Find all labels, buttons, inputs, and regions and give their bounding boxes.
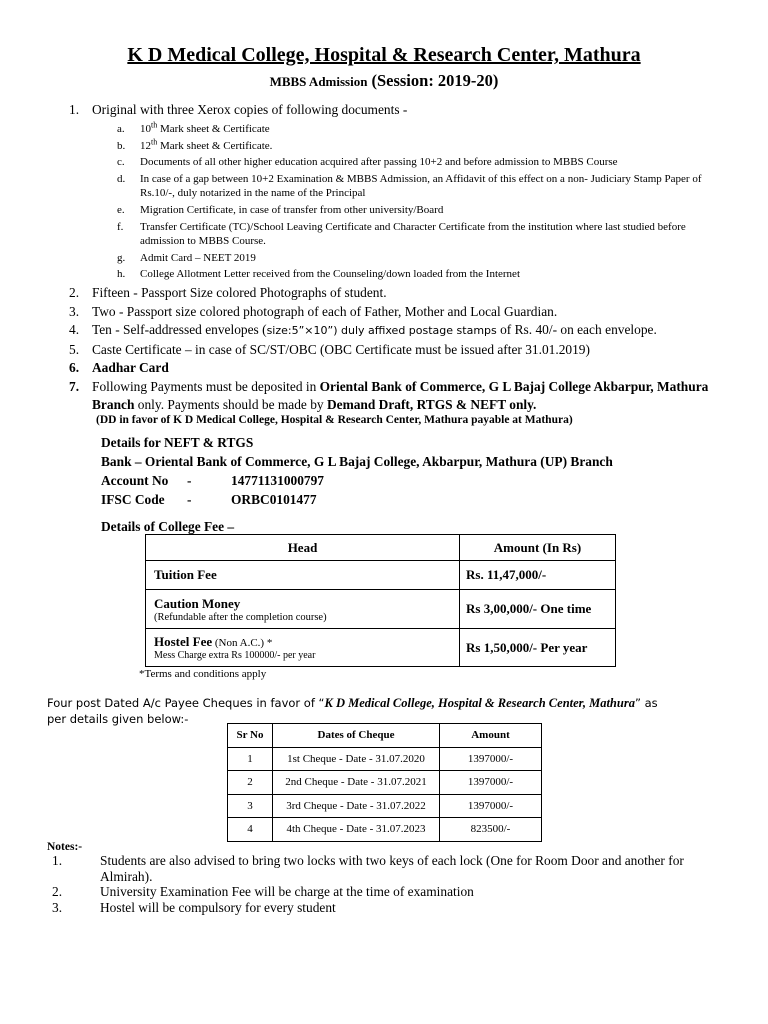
sub-letter: d. <box>117 173 126 186</box>
table-row <box>146 561 616 590</box>
cheque-header-row <box>228 724 542 748</box>
list-number: 1. <box>69 102 80 117</box>
sub-text: 12th Mark sheet & Certificate. <box>140 137 273 152</box>
note-item-1 <box>0 853 768 884</box>
sub-letter: g. <box>117 251 126 264</box>
note-text: University Examination Fee will be charge at the time of examination <box>100 884 474 900</box>
list-number: 3. <box>69 303 80 319</box>
page-title: K D Medical College, Hospital & Research Center, Mathura <box>127 44 641 66</box>
table-row <box>146 629 616 667</box>
subtitle-session: (Session: 2019-20) <box>371 71 499 90</box>
fee-amount: Rs 1,50,000/- Per year <box>460 629 616 667</box>
sub-item-b <box>0 139 768 153</box>
list-text: Fifteen - Passport Size colored Photographs of student. <box>92 285 387 301</box>
sub-letter: c. <box>117 156 125 169</box>
sub-text: 10th Mark sheet & Certificate <box>140 120 270 135</box>
fee-heading: Details of College Fee – <box>101 519 235 534</box>
sub-letter: e. <box>117 204 125 217</box>
bank-details <box>101 433 613 509</box>
dash: - <box>187 473 192 488</box>
fee-note: (Refundable after the completion course) <box>154 611 327 623</box>
list-item-4 <box>0 321 768 341</box>
subtitle-prefix: MBBS Admission <box>269 74 368 89</box>
list-text: Ten - Self-addressed envelopes (size:5”×10”) duly affixed postage stamps of Rs. 40/- on each envelope. <box>92 322 657 338</box>
cheque-intro: Four post Dated A/c Payee Cheques in favor of “K D Medical College, Hospital & Research Center, Mathura” as per details given below:- <box>47 696 658 726</box>
note-item-3 <box>0 900 768 916</box>
account-value: 14771131000797 <box>231 473 324 488</box>
notes-list <box>0 853 768 916</box>
fee-label: Hostel Fee <box>154 634 213 649</box>
cheque-table <box>227 723 542 842</box>
account-label: Account No <box>101 473 169 488</box>
fee-amount: Rs. 11,47,000/- <box>460 561 616 590</box>
dash: - <box>187 492 192 507</box>
sub-item-f <box>0 220 768 248</box>
sub-text: College Allotment Letter received from the Counseling/down loaded from the Internet <box>140 268 520 281</box>
bank-heading: Details for NEFT & RTGS <box>101 435 254 450</box>
fee-amount: Rs 3,00,000/- One time <box>460 590 616 629</box>
list-text: Following Payments must be deposited in Oriental Bank of Commerce, G L Bajaj College Akbarpur, Mathura Branch only. Payments should be made by Demand Draft, RTGS & NEFT only. <box>92 378 709 413</box>
sub-text: Migration Certificate, in case of transfer from other university/Board <box>140 204 444 217</box>
sub-item-a <box>0 122 768 136</box>
list-item-5 <box>0 341 768 360</box>
table-row: 1 1st Cheque - Date - 31.07.2020 1397000/- <box>228 747 542 771</box>
sub-list <box>0 122 768 282</box>
ifsc-value: ORBC0101477 <box>231 492 317 507</box>
sub-text: Transfer Certificate (TC)/School Leaving Certificate and Character Certificate from the institution where last studied before admission to MBBS Course. <box>140 220 686 247</box>
list-text: Two - Passport size colored photograph of each of Father, Mother and Local Guardian. <box>92 303 558 319</box>
fee-table <box>145 534 616 667</box>
table-row <box>146 590 616 629</box>
sub-text: Admit Card – NEET 2019 <box>140 251 256 264</box>
ifsc-label: IFSC Code <box>101 492 165 507</box>
note-text: Students are also advised to bring two locks with two keys of each lock (One for Room Door and another for Almirah). <box>100 853 684 884</box>
sub-item-h <box>0 267 768 281</box>
col-head: Head <box>146 535 460 561</box>
list-number: 5. <box>69 341 80 357</box>
col-sr: Sr No <box>228 724 273 748</box>
table-row: 2 2nd Cheque - Date - 31.07.2021 1397000/- <box>228 771 542 795</box>
bank-line: Bank – Oriental Bank of Commerce, G L Bajaj College, Akbarpur, Mathura (UP) Branch <box>101 454 613 469</box>
list-number: 6. <box>69 360 80 376</box>
list-number: 7. <box>69 378 80 394</box>
list-item-6 <box>0 359 768 378</box>
fee-label: Tuition Fee <box>154 567 217 582</box>
list-item-3 <box>0 303 768 322</box>
ifsc-row <box>101 490 613 509</box>
fee-label: Caution Money <box>154 595 241 611</box>
documents-list <box>0 101 768 415</box>
list-item-1 <box>0 101 768 120</box>
note-number: 2. <box>52 884 63 900</box>
fee-header-row <box>146 535 616 561</box>
list-item-2 <box>0 284 768 303</box>
note-item-2 <box>0 884 768 900</box>
sub-letter: h. <box>117 268 126 281</box>
account-row <box>101 471 613 490</box>
sub-text: Documents of all other higher education acquired after passing 10+2 and before admission to MBBS Course <box>140 156 618 169</box>
list-text: Caste Certificate – in case of SC/ST/OBC (OBC Certificate must be issued after 31.01.2019) <box>92 341 590 357</box>
notes-label: Notes:- <box>47 841 83 853</box>
sub-item-c <box>0 155 768 169</box>
sub-item-d <box>0 172 768 200</box>
col-amount: Amount (In Rs) <box>460 535 616 561</box>
sub-letter: b. <box>117 139 126 152</box>
sub-item-g <box>0 251 768 265</box>
sub-item-e <box>0 203 768 217</box>
table-row: 3 3rd Cheque - Date - 31.07.2022 1397000/- <box>228 794 542 818</box>
note-number: 3. <box>52 900 63 916</box>
list-number: 4. <box>69 322 80 338</box>
col-date: Dates of Cheque <box>273 724 440 748</box>
dd-note: (DD in favor of K D Medical College, Hospital & Research Center, Mathura payable at Mathura) <box>96 414 573 426</box>
sub-letter: f. <box>117 220 124 233</box>
page-subtitle <box>0 71 768 91</box>
list-item-7 <box>0 378 768 415</box>
sub-letter: a. <box>117 123 125 135</box>
terms-note: *Terms and conditions apply <box>139 668 267 680</box>
list-text: Aadhar Card <box>92 360 169 376</box>
note-number: 1. <box>52 853 63 868</box>
list-number: 2. <box>69 285 80 301</box>
sub-text: In case of a gap between 10+2 Examination & MBBS Admission, an Affidavit of this effect on a non- Judiciary Stamp Paper of Rs.10/-, duly notarized in the name of the Principal <box>140 173 702 200</box>
table-row: 4 4th Cheque - Date - 31.07.2023 823500/- <box>228 818 542 842</box>
note-text: Hostel will be compulsory for every student <box>100 900 336 916</box>
col-amount: Amount <box>440 724 542 748</box>
fee-note: Mess Charge extra Rs 100000/- per year <box>154 650 316 661</box>
list-text: Original with three Xerox copies of following documents - <box>92 102 408 117</box>
fee-label-note: (Non A.C.) * <box>212 637 273 649</box>
